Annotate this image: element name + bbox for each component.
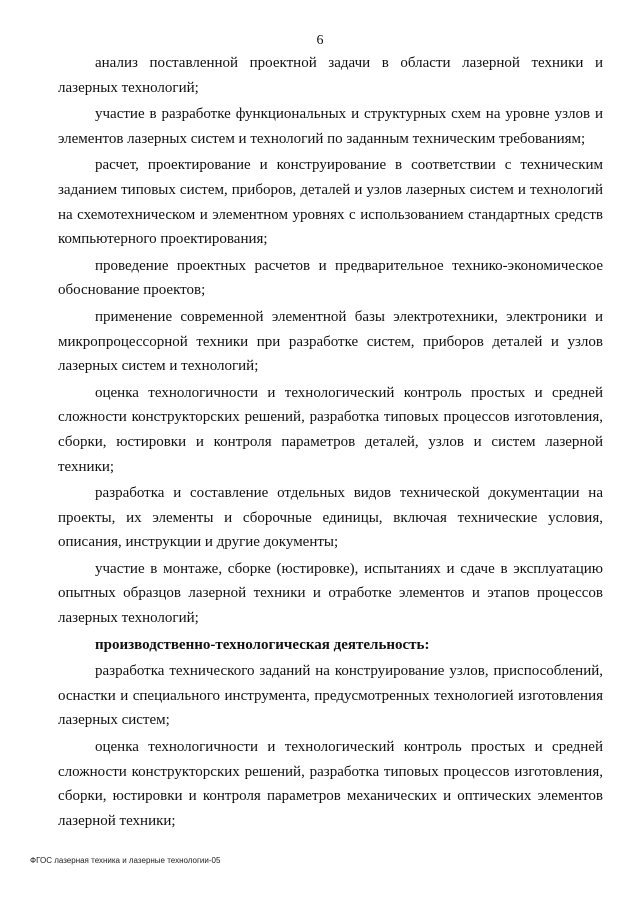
- list-item: оценка технологичности и технологический контроль простых и средней сложности конструкторских решений, разработка типовых процессов изготовления, сборки, юстировки и контроля параметров деталей, узлов и систем лазерной техники;: [58, 384, 603, 475]
- list-item: участие в монтаже, сборке (юстировке), испытаниях и сдаче в эксплуатацию опытных образцов лазерной техники и отработке элементов и этапов процессов лазерных технологий;: [58, 560, 603, 627]
- list-item: оценка технологичности и технологический контроль простых и средней сложности конструкторских решений, разработка типовых процессов изготовления, сборки, юстировки и контроля параметров механических и оптических элементов лазерной техники;: [58, 739, 603, 829]
- list-item: расчет, проектирование и конструирование в соответствии с техническим заданием типовых систем, приборов, деталей и узлов лазерных систем и технологий на схемотехническом и элементном уровнях с использованием стандартных средств компьютерного проектирования;: [58, 157, 603, 248]
- list-item: проведение проектных расчетов и предварительное технико-экономическое обоснование проектов;: [58, 257, 603, 299]
- document-body: [58, 51, 603, 835]
- section-heading: производственно-технологическая деятельность:: [95, 636, 430, 653]
- list-item: разработка технического заданий на конструирование узлов, приспособлений, оснастки и специального инструмента, предусмотренных технологией изготовления лазерных систем;: [58, 663, 603, 729]
- page-footer: ФГОС лазерная техника и лазерные технологии-05: [30, 856, 221, 865]
- list-item: разработка и составление отдельных видов технической документации на проекты, их элементы и сборочные единицы, включая технические условия, описания, инструкции и другие документы;: [58, 485, 603, 551]
- list-item: участие в разработке функциональных и структурных схем на уровне узлов и элементов лазерных систем и технологий по заданным техническим требованиям;: [58, 106, 603, 147]
- list-item: анализ поставленной проектной задачи в области лазерной техники и лазерных технологий;: [58, 55, 603, 96]
- list-item: применение современной элементной базы электротехники, электроники и микропроцессорной техники при разработке систем, приборов деталей и узлов лазерных систем и технологий;: [58, 308, 603, 375]
- page-number: 6: [316, 33, 324, 48]
